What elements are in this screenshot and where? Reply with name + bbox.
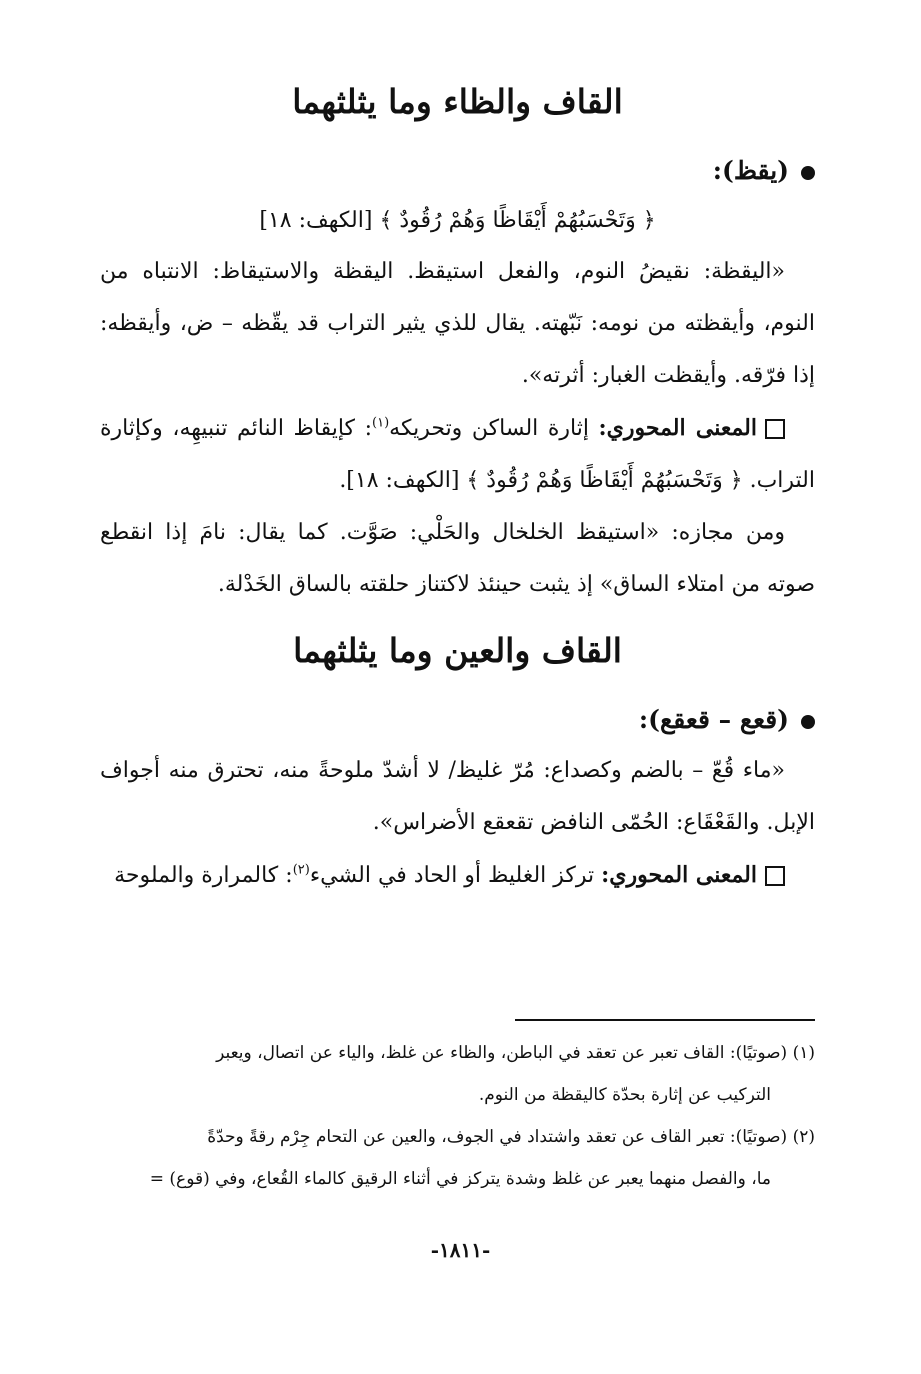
figurative-paragraph: ومن مجازه: «استيقظ الخلخال والحَلْي: صَوَّت. كما يقال: نامَ إذا انقطع صوته من امتلاء الساق» إذ يثبت حينئذ لاكتناز حلقته بالساق الخَدْلة.: [100, 520, 815, 597]
core-meaning-paragraph: [100, 849, 815, 902]
footnote-2: [100, 1116, 815, 1158]
core-meaning-rest: : كالمرارة والملوحة: [114, 863, 293, 888]
footnote-ref: (٢): [292, 862, 310, 878]
footnotes: [100, 1032, 815, 1200]
core-meaning-label: المعنى المحوري:: [598, 415, 757, 441]
footnote-1-cont: التركيب عن إثارة بحدّة كاليقظة من النوم.: [478, 1085, 771, 1105]
entry-title-qaa: [100, 695, 815, 745]
entry-label: (يقظ):: [712, 156, 789, 185]
footnote-number: (١): [792, 1043, 815, 1063]
footnote-separator: [515, 1019, 815, 1021]
section-heading-qaf-zaa: القاف والظاء وما يثلثهما: [292, 82, 623, 121]
bullet-icon: [801, 715, 815, 729]
page-body: [100, 70, 815, 902]
footnote-text: (صوتيًا): تعبر القاف عن تعقد واشتداد في الجوف، والعين عن التحام جِرْم رقةً وحدّةً: [207, 1127, 788, 1147]
page-number: -١٨١١-: [430, 1238, 491, 1262]
core-meaning-text: تركز الغليظ أو الحاد في الشيء: [309, 863, 595, 888]
core-meaning-text: إثارة الساكن وتحريكه: [389, 416, 589, 441]
quran-verse: ﴿ وَتَحْسَبُهُمْ أَيْقَاظًا وَهُمْ رُقُودٌ ﴾ [الكهف: ١٨]: [259, 208, 656, 233]
footnote-1: [100, 1032, 815, 1074]
entry-title-yqz: [100, 146, 815, 196]
section-heading-qaf-ayn: القاف والعين وما يثلثهما: [293, 631, 622, 670]
bullet-icon: [801, 166, 815, 180]
definition-paragraph: «اليقظة: نقيضُ النوم، والفعل استيقظ. اليقظة والاستيقاظ: الانتباه من النوم، وأيقظته من نومه: نَبّهته. يقال للذي يثير التراب قد يقّظه – ض، وأيقظه: إذا فرّقه. وأيقظت الغبار: أثرته».: [100, 259, 815, 388]
footnote-2-cont: ما، والفصل منهما يعبر عن غلظ وشدة يتركز في أثناء الرقيق كالماء القُعاع، وفي (قوع) =: [149, 1169, 771, 1189]
entry-label: (قعع – قعقع):: [638, 705, 789, 734]
definition-paragraph: «ماء قُعّ – بالضم وكصداع: مُرّ غليظ/ لا أشدّ ملوحةً منه، تحترق منه أجواف الإبل. والقَعْقَاع: الحُمّى النافض تقعقع الأضراس».: [100, 758, 815, 835]
core-meaning-rest: : كإيقاظ النائم تنبيهِه، وكإثارة التراب. ﴿ وَتَحْسَبُهُمْ أَيْقَاظًا وَهُمْ رُقُودٌ ﴾ [الكهف: ١٨].: [100, 416, 815, 493]
footnote-text: (صوتيًا): القاف تعبر عن تعقد في الباطن، والظاء عن غلظ، والياء عن اتصال، ويعبر: [216, 1043, 788, 1063]
square-box-icon: [765, 866, 785, 886]
footnote-number: (٢): [792, 1127, 815, 1147]
core-meaning-paragraph: [100, 402, 815, 507]
square-box-icon: [765, 419, 785, 439]
core-meaning-label: المعنى المحوري:: [601, 862, 757, 888]
footnote-ref: (١): [372, 415, 390, 431]
